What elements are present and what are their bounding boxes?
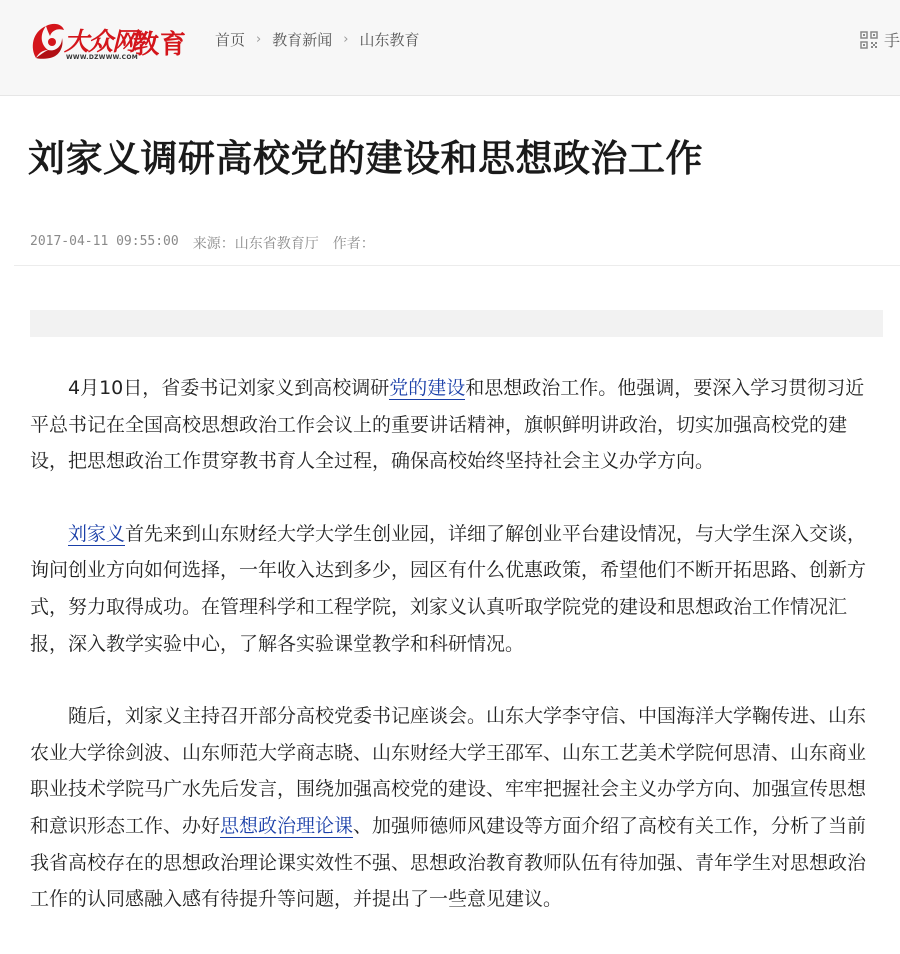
chevron-right-icon: › bbox=[343, 32, 349, 47]
publish-date: 2017-04-11 09:55:00 bbox=[30, 234, 179, 249]
paragraph-text: 、加强师德师风建设等方面介绍了高校有关工作，分析了当前我省高校存在的思想政治理论课实效性不强、思想政治教育教师队伍有待加强、青年学生对思想政治工作的认同感融入感有待提升等问题，并提出了一些意见建议。 bbox=[30, 814, 867, 911]
site-logo[interactable] bbox=[28, 18, 198, 66]
paragraph-text: 4月10日，省委书记刘家义到高校调研 bbox=[68, 377, 390, 399]
keyword-link-ideology-course[interactable]: 思想政治理论课 bbox=[220, 814, 354, 837]
logo-url-text: WWW.DZWWW.COM bbox=[66, 54, 138, 61]
article-meta bbox=[30, 233, 375, 253]
breadcrumb-edu-news[interactable]: 教育新闻 bbox=[272, 31, 333, 49]
qr-code-icon bbox=[860, 31, 878, 49]
article-paragraph bbox=[30, 370, 875, 480]
article-title: 刘家义调研高校党的建设和思想政治工作 bbox=[28, 137, 703, 180]
keyword-link-party-building[interactable]: 党的建设 bbox=[389, 377, 466, 399]
logo-section-text: 教育 bbox=[133, 30, 188, 60]
chevron-right-icon: › bbox=[256, 32, 262, 47]
breadcrumb bbox=[215, 29, 419, 50]
mobile-version-label: 手 bbox=[884, 31, 900, 50]
site-header bbox=[0, 0, 900, 96]
article-author: 作者： bbox=[332, 236, 375, 252]
meta-divider bbox=[14, 265, 900, 266]
article-body bbox=[30, 370, 875, 954]
breadcrumb-home[interactable]: 首页 bbox=[215, 31, 246, 49]
logo-brand-text: 大众网 bbox=[64, 27, 137, 56]
ad-placeholder-bar bbox=[30, 310, 883, 337]
paragraph-text: 随后，刘家义主持召开部分高校党委书记座谈会。山东大学李守信、中国海洋大学鞠传进、山东农业大学徐剑波、山东师范大学商志晓、山东财经大学王邵军、山东工艺美术学院何思清、山东商业职业技术学院马广水先后发言，围绕加强高校党的建设、牢牢把握社会主义办学方向、加强宣传思想和意识形态工作、办好 bbox=[30, 705, 867, 837]
paragraph-text: 首先来到山东财经大学大学生创业园，详细了解创业平台建设情况，与大学生深入交谈，询问创业方向如何选择，一年收入达到多少，园区有什么优惠政策，希望他们不断开拓思路、创新方式，努力取得成功。在管理科学和工程学院，刘家义认真听取学院党的建设和思想政治工作情况汇报，深入教学实验中心，了解各实验课堂教学和科研情况。 bbox=[30, 522, 867, 655]
breadcrumb-shandong-edu[interactable]: 山东教育 bbox=[359, 31, 420, 49]
article-paragraph bbox=[30, 698, 875, 918]
logo-swirl-icon bbox=[28, 18, 68, 64]
keyword-link-liu-jiayi[interactable]: 刘家义 bbox=[68, 522, 126, 545]
paragraph-text: 和思想政治工作。他强调，要深入学习贯彻习近平总书记在全国高校思想政治工作会议上的重要讲话精神，旗帜鲜明讲政治，切实加强高校党的建设，把思想政治工作贯穿教书育人全过程，确保高校始终坚持社会主义办学方向。 bbox=[30, 377, 865, 473]
article-paragraph bbox=[30, 516, 875, 662]
article-source: 来源：山东省教育厅 bbox=[192, 236, 319, 252]
mobile-version-link[interactable] bbox=[860, 28, 900, 51]
